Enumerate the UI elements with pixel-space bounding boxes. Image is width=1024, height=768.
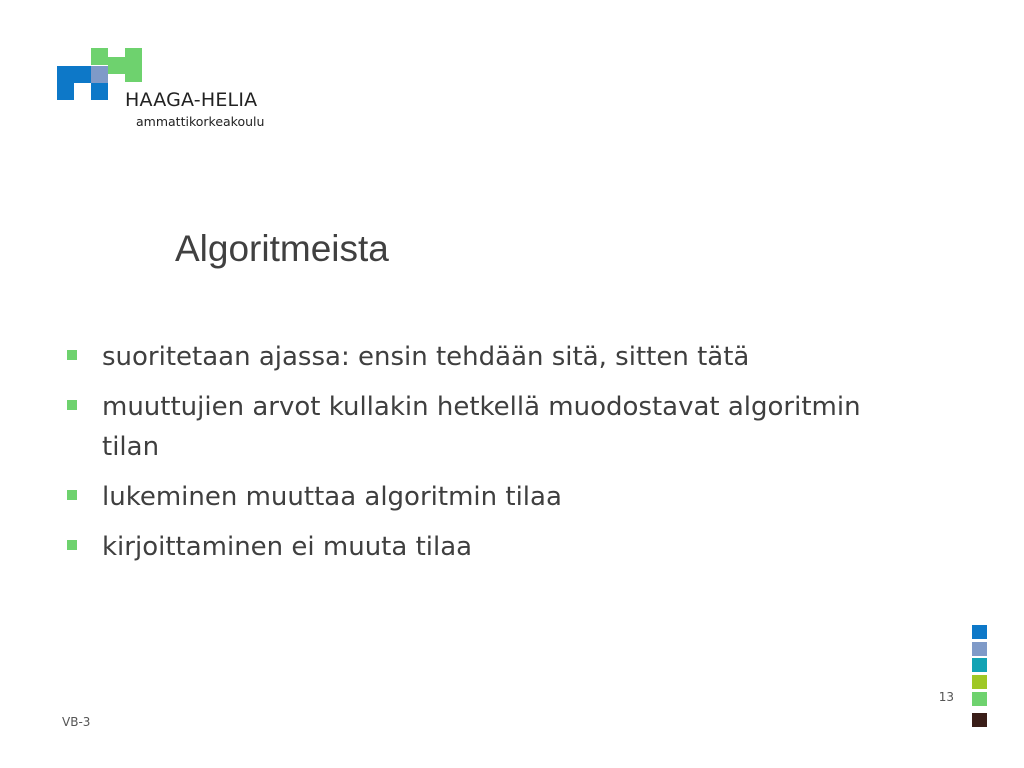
corner-decoration bbox=[972, 625, 987, 727]
bullet-item bbox=[65, 477, 865, 517]
bullet-text: suoritetaan ajassa: ensin tehdään sitä, sitten tätä bbox=[102, 342, 750, 372]
logo-square bbox=[108, 57, 125, 74]
corner-square bbox=[972, 642, 987, 656]
logo-square bbox=[91, 48, 108, 65]
square-bullet-icon bbox=[67, 540, 77, 550]
footer-label: VB-3 bbox=[62, 715, 91, 729]
page-number: 13 bbox=[938, 690, 954, 704]
corner-square bbox=[972, 675, 987, 689]
logo-square bbox=[125, 65, 142, 82]
bullet-text: lukeminen muuttaa algoritmin tilaa bbox=[102, 482, 562, 512]
logo-square bbox=[91, 66, 108, 83]
square-bullet-icon bbox=[67, 400, 77, 410]
bullet-item bbox=[65, 527, 865, 567]
bullet-item bbox=[65, 387, 865, 467]
square-bullet-icon bbox=[67, 490, 77, 500]
logo-square bbox=[57, 83, 74, 100]
logo-square bbox=[74, 66, 91, 83]
corner-square bbox=[972, 625, 987, 639]
slide-title: Algoritmeista bbox=[175, 228, 389, 269]
logo-subtitle: ammattikorkeakoulu bbox=[136, 114, 265, 129]
bullet-text: muuttujien arvot kullakin hetkellä muodostavat algoritmin tilan bbox=[102, 392, 861, 462]
bullet-item bbox=[65, 337, 865, 377]
corner-square bbox=[972, 692, 987, 706]
logo-square bbox=[57, 66, 74, 83]
logo-square bbox=[91, 83, 108, 100]
corner-square bbox=[972, 713, 987, 727]
logo-square bbox=[125, 48, 142, 65]
corner-square bbox=[972, 658, 987, 672]
bullet-list bbox=[65, 337, 865, 577]
square-bullet-icon bbox=[67, 350, 77, 360]
bullet-text: kirjoittaminen ei muuta tilaa bbox=[102, 532, 473, 562]
haaga-helia-logo bbox=[0, 0, 300, 140]
logo-name: HAAGA-HELIA bbox=[125, 89, 258, 111]
